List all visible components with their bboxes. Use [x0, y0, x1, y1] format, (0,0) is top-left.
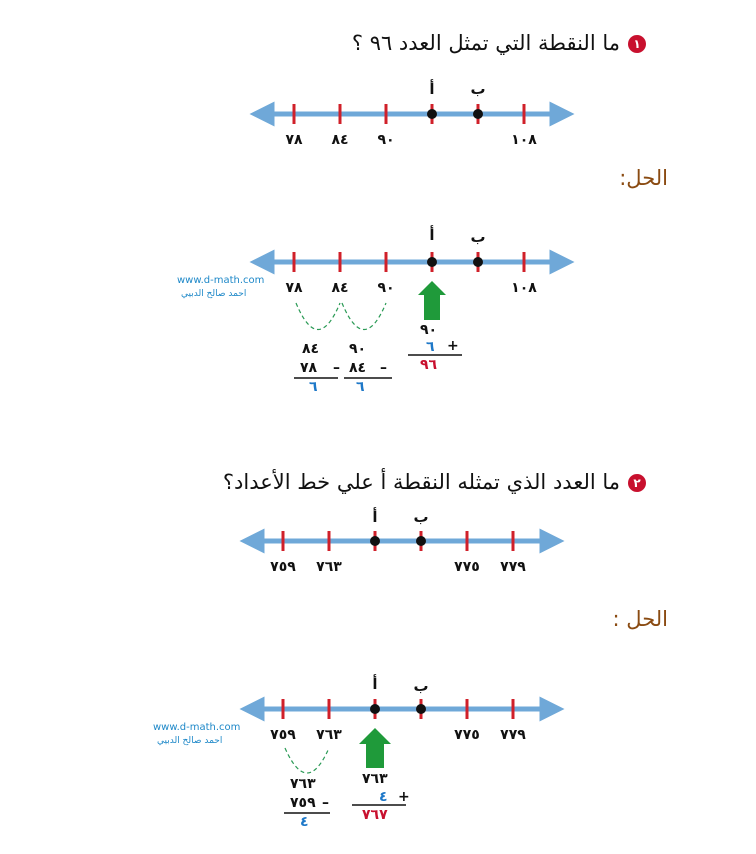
- tick-label: ٧٨: [285, 132, 303, 148]
- work-number: ٧٨: [300, 360, 318, 376]
- minus-sign: –: [333, 360, 340, 376]
- work-result: ٦: [356, 379, 365, 395]
- dashed-jump-arc: [285, 748, 329, 773]
- work-number: ٤: [379, 789, 388, 805]
- tick-label: ٧٦٣: [316, 727, 342, 743]
- work-number: ٩٠: [420, 322, 438, 338]
- tick-label: ٧٧٥: [454, 559, 480, 575]
- point-b-label: ب: [470, 228, 486, 246]
- number-line-2: [252, 531, 552, 551]
- question-1-text: ما النقطة التي تمثل العدد ٩٦ ؟: [351, 31, 620, 55]
- point-b-label: ب: [413, 677, 429, 695]
- number-line-1-solution: [262, 252, 562, 272]
- point-a-label: أ: [429, 226, 435, 244]
- tick-label: ١٠٨: [511, 280, 537, 296]
- minus-sign: –: [380, 360, 387, 376]
- tick-label: ٧٥٩: [270, 559, 296, 575]
- solution-heading-1: الحل:: [619, 166, 668, 190]
- number-line-1: [262, 104, 562, 124]
- tick-label: ٩٠: [377, 132, 395, 148]
- green-up-arrow: [418, 281, 446, 320]
- point-a-label: أ: [372, 675, 378, 693]
- work-number: ٩٠: [349, 341, 367, 357]
- dashed-jump-arc: [342, 303, 386, 330]
- point-b-label: ب: [413, 508, 429, 526]
- tick-label: ٧٧٩: [500, 559, 526, 575]
- question-2: [223, 470, 646, 494]
- work-result: ٦: [309, 379, 318, 395]
- solution-heading-2: الحل :: [612, 607, 668, 631]
- work-number: ٧٦٣: [290, 776, 316, 792]
- tick-label: ٧٧٥: [454, 727, 480, 743]
- question-1-badge: ١: [628, 35, 646, 53]
- tick-label: ١٠٨: [511, 132, 537, 148]
- question-1: [352, 31, 646, 55]
- question-2-badge: ٢: [628, 474, 646, 492]
- green-up-arrow: [359, 728, 391, 768]
- tick-label: ٧٨: [285, 280, 303, 296]
- work-number: ٨٤: [349, 360, 367, 376]
- work-number: ٦: [426, 339, 435, 355]
- watermark-author: احمد صالح الدبيي: [157, 736, 223, 746]
- dashed-jump-arc: [296, 303, 340, 330]
- question-2-text: ما العدد الذي تمثله النقطة أ علي خط الأعداد؟: [222, 470, 620, 494]
- point-a-label: أ: [372, 508, 378, 526]
- plus-sign: +: [447, 338, 459, 354]
- minus-sign: –: [322, 795, 329, 811]
- watermark-author: احمد صالح الدبيي: [181, 289, 247, 299]
- number-line-2-solution: [252, 699, 552, 719]
- watermark-site: www.d-math.com: [153, 722, 241, 733]
- tick-label: ٧٥٩: [270, 727, 296, 743]
- tick-label: ٧٧٩: [500, 727, 526, 743]
- work-result: ٤: [300, 814, 309, 830]
- point-a-label: أ: [429, 80, 435, 98]
- work-result: ٩٦: [420, 357, 438, 373]
- work-number: ٧٦٣: [362, 771, 388, 787]
- point-b-label: ب: [470, 80, 486, 98]
- tick-label: ٨٤: [331, 280, 349, 296]
- work-number: ٧٥٩: [290, 795, 316, 811]
- work-number: ٨٤: [302, 341, 320, 357]
- tick-label: ٧٦٣: [316, 559, 342, 575]
- plus-sign: +: [398, 789, 410, 805]
- work-result: ٧٦٧: [362, 807, 388, 823]
- tick-label: ٩٠: [377, 280, 395, 296]
- tick-label: ٨٤: [331, 132, 349, 148]
- watermark-site: www.d-math.com: [177, 275, 265, 286]
